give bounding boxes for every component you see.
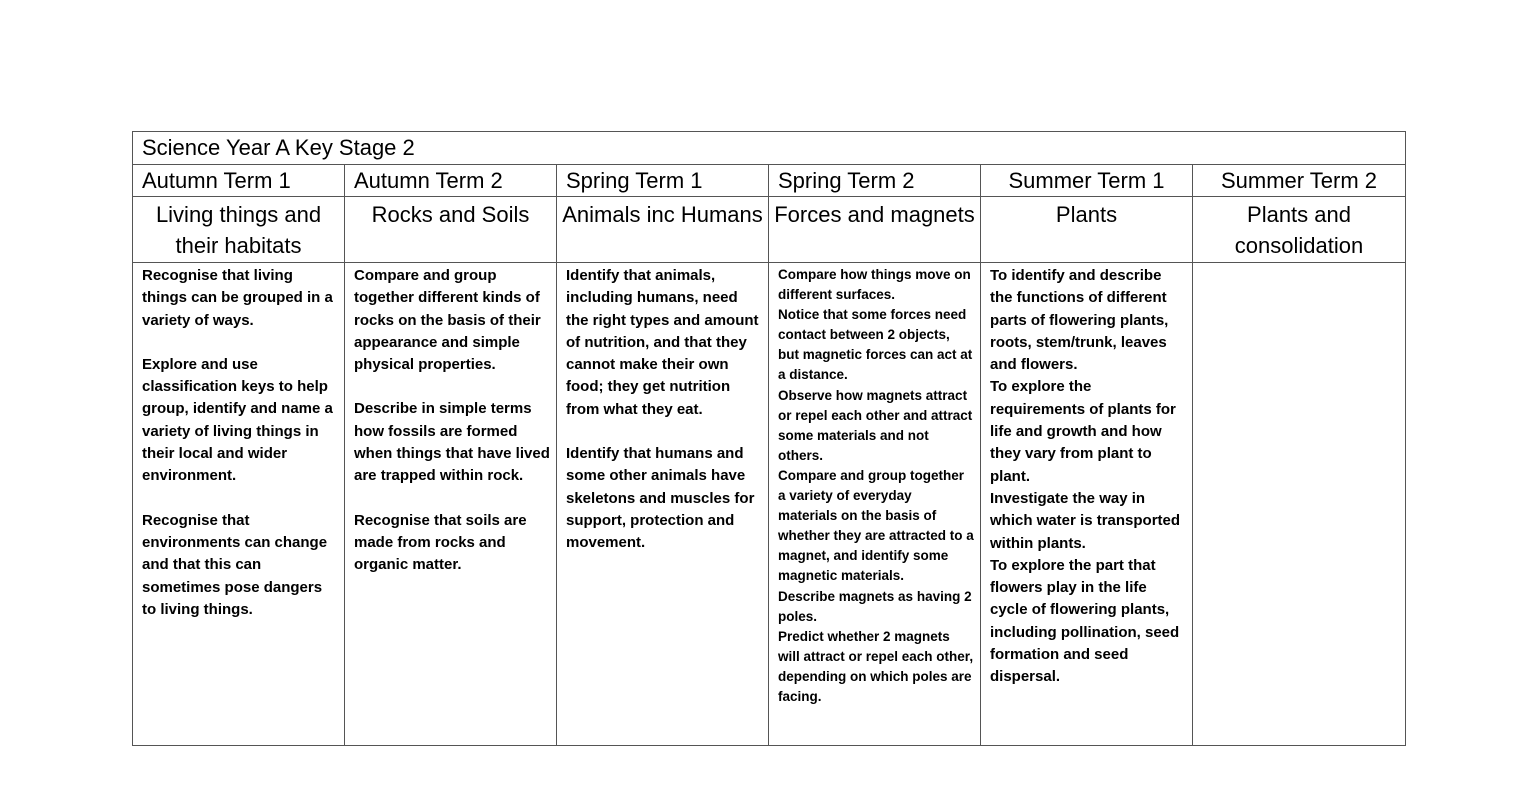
topic-title: Plants and consolidation bbox=[1193, 197, 1406, 263]
objective-text: Recognise that environments can change and that this can sometimes pose dangers to living things. bbox=[142, 511, 328, 618]
objective-text: Observe how magnets attract or repel each other and attract some materials and not others. bbox=[778, 387, 973, 463]
table-title: Science Year A Key Stage 2 bbox=[133, 132, 1406, 165]
term-header: Spring Term 2 bbox=[769, 165, 981, 197]
objective-text: Identify that animals, including humans, need the right types and amount of nutrition, and that they cannot make their own food; they get nutrition from what they eat. bbox=[566, 267, 759, 418]
objectives-row bbox=[133, 263, 1406, 746]
objective-text: To identify and describe the functions of different parts of flowering plants, roots, stem/trunk, leaves and flowers. bbox=[990, 267, 1169, 374]
objective-text: Explore and use classification keys to help group, identify and name a variety of living things in their local and wider environment. bbox=[142, 355, 333, 485]
objective-text: Recognise that soils are made from rocks and organic matter. bbox=[354, 511, 527, 574]
objective-text: Notice that some forces need contact between 2 objects, but magnetic forces can act at a distance. bbox=[778, 307, 973, 383]
objectives-cell bbox=[345, 263, 557, 746]
topic-title: Animals inc Humans bbox=[557, 197, 769, 263]
term-row bbox=[133, 165, 1406, 197]
objectives-cell bbox=[769, 263, 981, 746]
objective-text: To explore the part that flowers play in the life cycle of flowering plants, including pollination, seed formation and seed dispersal. bbox=[990, 556, 1180, 686]
term-header: Summer Term 1 bbox=[981, 165, 1193, 197]
objectives-cell bbox=[133, 263, 345, 746]
objectives-cell bbox=[557, 263, 769, 746]
term-header: Autumn Term 1 bbox=[133, 165, 345, 197]
topic-title: Forces and magnets bbox=[769, 197, 981, 263]
objective-text: To explore the requirements of plants for life and growth and how they vary from plant to plant. bbox=[990, 378, 1176, 485]
objective-text: Compare and group together a variety of everyday materials on the basis of whether they are attracted to a magnet, and identify some magnetic materials. bbox=[778, 467, 974, 584]
objective-text: Compare and group together different kinds of rocks on the basis of their appearance and simple physical properties. bbox=[354, 267, 541, 374]
term-header: Spring Term 1 bbox=[557, 165, 769, 197]
objectives-cell-empty bbox=[1193, 263, 1406, 746]
term-header: Summer Term 2 bbox=[1193, 165, 1406, 197]
objectives-cell bbox=[981, 263, 1193, 746]
science-curriculum-table bbox=[132, 131, 1406, 746]
title-row bbox=[133, 132, 1406, 165]
objective-text: Identify that humans and some other animals have skeletons and muscles for support, protection and movement. bbox=[566, 445, 755, 552]
objective-text: Describe in simple terms how fossils are formed when things that have lived are trapped within rock. bbox=[354, 400, 550, 485]
objective-text: Predict whether 2 magnets will attract or repel each other, depending on which poles are facing. bbox=[778, 628, 974, 704]
objective-text: Describe magnets as having 2 poles. bbox=[778, 588, 972, 624]
topic-title: Rocks and Soils bbox=[345, 197, 557, 263]
objective-text: Investigate the way in which water is transported within plants. bbox=[990, 489, 1181, 552]
topic-title: Plants bbox=[981, 197, 1193, 263]
term-header: Autumn Term 2 bbox=[345, 165, 557, 197]
objective-text: Recognise that living things can be grouped in a variety of ways. bbox=[142, 267, 333, 329]
objective-text: Compare how things move on different surfaces. bbox=[778, 267, 971, 303]
topic-title: Living things and their habitats bbox=[133, 197, 345, 263]
topic-row bbox=[133, 197, 1406, 263]
